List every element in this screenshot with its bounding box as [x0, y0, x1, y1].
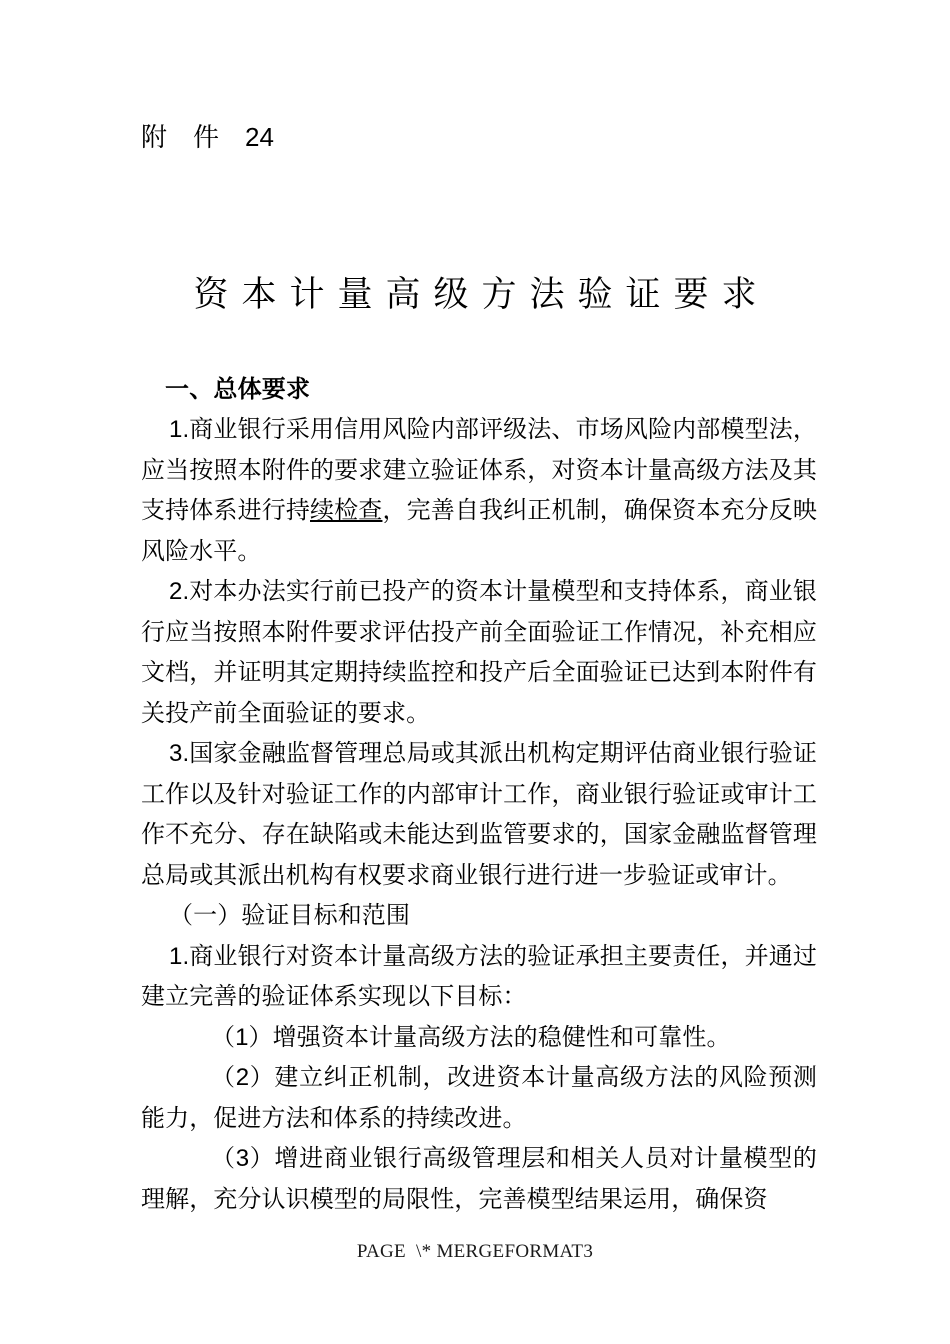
section-heading-general-requirements: 一、总体要求 [165, 376, 311, 403]
page-footer: PAGE \* MERGEFORMAT3 [356, 1241, 594, 1262]
subheading-validation-goals-and-scope: （一）验证目标和范围 [169, 902, 410, 929]
paragraph-1 [141, 410, 817, 572]
document-body [141, 370, 817, 1220]
attachment-header: 附 件 24 [141, 122, 274, 152]
list-item-3: （3）增进商业银行高级管理层和相关人员对计量模型的理解，充分认识模型的局限性，完善模型结果运用，确保资 [141, 1145, 817, 1213]
list-item-1: （1）增强资本计量高级方法的稳健性和可靠性。 [211, 1023, 731, 1051]
paragraph-2: 2.对本办法实行前已投产的资本计量模型和支持体系，商业银行应当按照本附件要求评估投产前全面验证工作情况，补充相应文档，并证明其定期持续监控和投产后全面验证已达到本附件有关投产前全面验证的要求。 [141, 578, 817, 727]
paragraph-1-text-after-underline: ，完善自我纠正机制，确保资本充分反映风险水平。 [141, 497, 817, 565]
paragraph-3: 3.国家金融监督管理总局或其派出机构定期评估商业银行验证工作以及针对验证工作的内部审计工作，商业银行验证或审计工作不充分、存在缺陷或未能达到监管要求的，国家金融监督管理总局或其派出机构有权要求商业银行进行进一步验证或审计。 [141, 740, 817, 889]
paragraph-1-text-before-underline: 1.商业银行采用信用风险内部评级法、市场风险内部模型法，应当按照本附件的要求建立验证体系，对资本计量高级方法及其支持体系进行持 [141, 416, 817, 524]
list-item-2: （2）建立纠正机制，改进资本计量高级方法的风险预测能力，促进方法和体系的持续改进。 [141, 1064, 817, 1132]
paragraph-4: 1.商业银行对资本计量高级方法的验证承担主要责任，并通过建立完善的验证体系实现以下目标： [141, 942, 817, 1010]
paragraph-1-underlined-phrase: 续检查 [310, 497, 383, 524]
page-title: 资本计量高级方法验证要求 [193, 275, 770, 315]
